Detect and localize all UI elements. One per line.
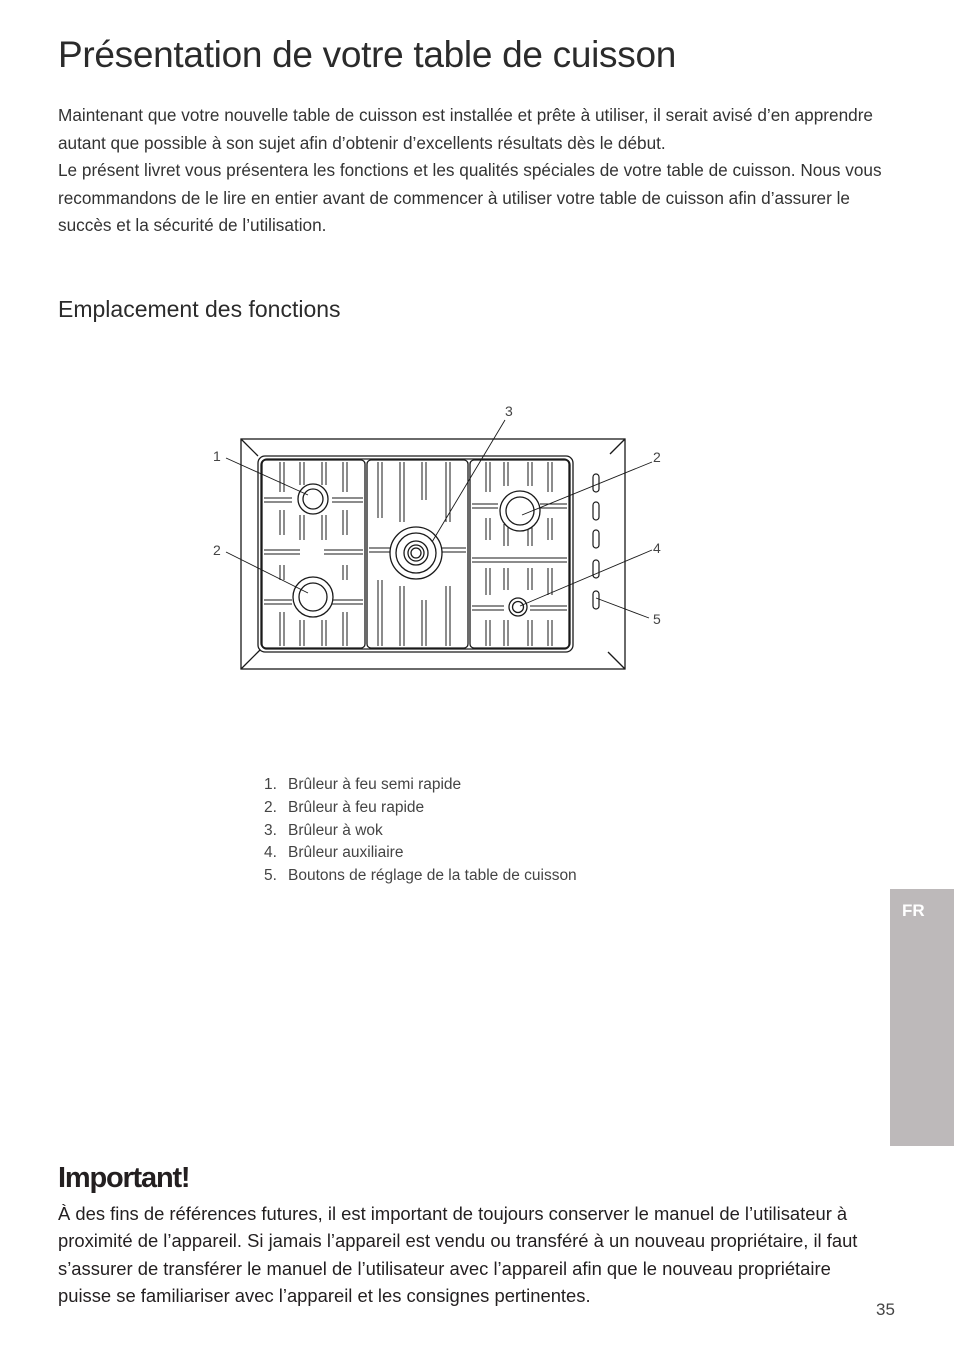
control-knob	[593, 591, 599, 609]
legend-label: Brûleur à wok	[288, 821, 383, 839]
section-heading: Emplacement des fonctions	[58, 296, 341, 322]
leader-line-1	[226, 458, 308, 495]
page-number: 35	[876, 1300, 895, 1319]
intro-paragraph-1: Maintenant que votre nouvelle table de cuisson est installée et prête à utiliser, il serait avisé d’en apprendre autant que possible à son sujet afin d’obtenir d’excellents résultats dès le début.	[58, 105, 873, 153]
callout-4: 4	[653, 540, 661, 556]
callout-2-right: 2	[653, 449, 661, 465]
legend-label: Brûleur à feu semi rapide	[288, 776, 462, 793]
cooktop-diagram	[200, 400, 680, 690]
burner-auxiliary	[509, 598, 527, 616]
control-knob	[593, 474, 599, 492]
leader-line-2-right	[522, 462, 652, 515]
language-tab-label: FR	[902, 901, 925, 920]
legend-item	[264, 842, 577, 865]
legend-number: 4.	[264, 844, 277, 862]
burner-wok	[390, 527, 442, 579]
control-knob	[593, 530, 599, 548]
control-knobs	[593, 474, 599, 609]
legend-item	[264, 865, 577, 888]
burner-rapid-right	[500, 491, 540, 531]
burner-rapid-left	[293, 577, 333, 617]
legend-number: 3.	[264, 821, 277, 839]
legend-item	[264, 797, 577, 820]
control-knob	[593, 502, 599, 520]
callout-1: 1	[213, 448, 221, 464]
control-knob	[593, 560, 599, 578]
page-title: Présentation de votre table de cuisson	[58, 34, 676, 75]
leader-line-5	[596, 598, 649, 618]
language-tab	[890, 889, 954, 1146]
important-heading: Important!	[58, 1162, 190, 1194]
callout-5: 5	[653, 611, 661, 627]
legend-number: 2.	[264, 798, 277, 816]
legend-label: Boutons de réglage de la table de cuisson	[288, 867, 577, 885]
callout-3: 3	[505, 403, 513, 419]
legend-item	[264, 820, 577, 843]
leader-line-2-left	[226, 552, 308, 593]
legend-number: 1.	[264, 776, 277, 793]
intro-text	[58, 102, 888, 240]
legend-list	[264, 774, 577, 888]
legend-item	[264, 774, 577, 797]
intro-paragraph-2: Le présent livret vous présentera les fonctions et les qualités spéciales de votre table de cuisson. Nous vous recommandons de le lire en entier avant de commencer à utiliser votre table de cuisson afin d’assurer le succès et la sécurité de l’utilisation.	[58, 160, 882, 235]
important-text: À des fins de références futures, il est important de toujours conserver le manuel de l’utilisateur à proximité de l’appareil. Si jamais l’appareil est vendu ou transféré à un nouveau propriétaire, il faut s’assurer de transférer le manuel de l’utilisateur avec l’appareil afin que le nouveau propriétaire puisse se familiariser avec l’appareil et les consignes pertinentes.	[58, 1203, 858, 1307]
legend-label: Brûleur à feu rapide	[288, 798, 425, 816]
legend-number: 5.	[264, 867, 277, 885]
callout-2-left: 2	[213, 542, 221, 558]
grate-right	[470, 460, 569, 648]
burner-semi-rapid	[298, 484, 328, 514]
legend-label: Brûleur auxiliaire	[288, 844, 404, 862]
